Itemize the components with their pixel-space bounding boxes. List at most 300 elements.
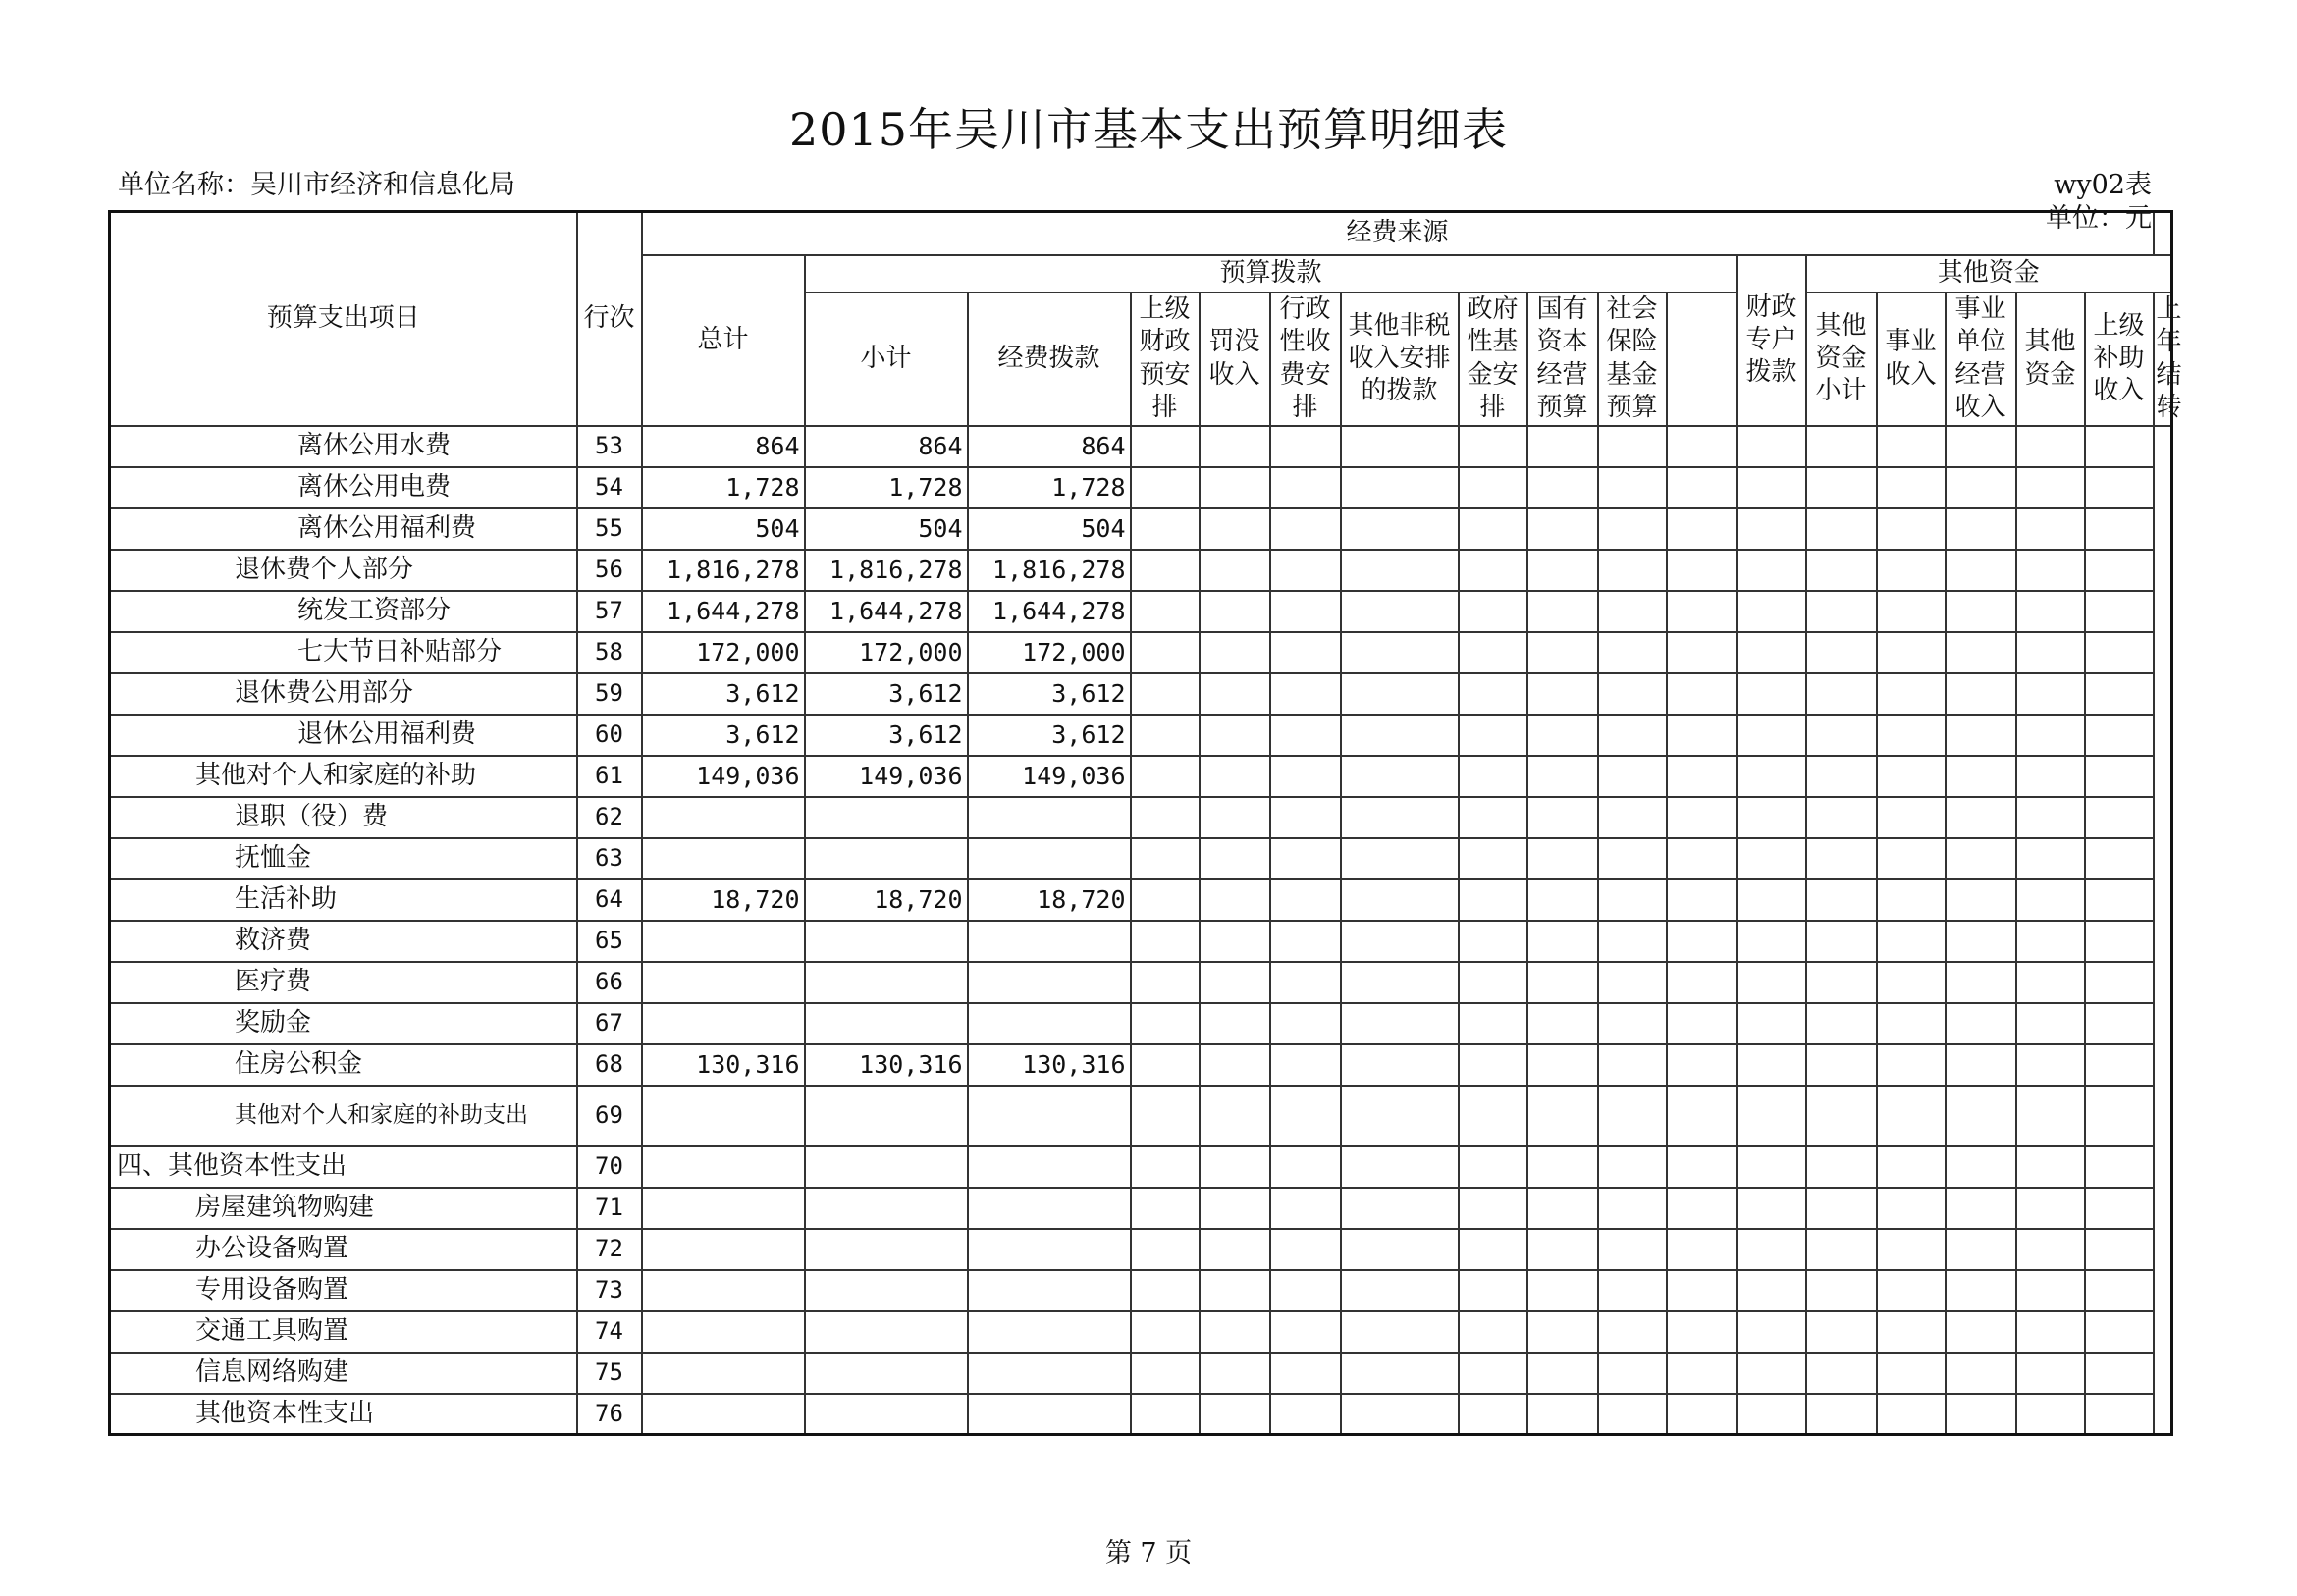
empty-cell bbox=[2085, 1311, 2154, 1353]
empty-cell bbox=[1667, 1086, 1737, 1146]
empty-cell bbox=[1341, 715, 1459, 756]
row-subtotal bbox=[805, 1188, 968, 1229]
row-funds-appropriation: 18,720 bbox=[968, 879, 1131, 921]
empty-cell bbox=[1806, 797, 1877, 838]
empty-cell bbox=[1200, 756, 1270, 797]
empty-cell bbox=[1341, 1003, 1459, 1044]
empty-cell bbox=[1598, 1311, 1667, 1353]
header-carryover: 上年结转 bbox=[2154, 293, 2172, 426]
empty-cell bbox=[1598, 1044, 1667, 1086]
empty-cell bbox=[1946, 467, 2016, 508]
empty-cell bbox=[2016, 715, 2085, 756]
empty-cell bbox=[1667, 1311, 1737, 1353]
table-row bbox=[110, 467, 2172, 508]
empty-cell bbox=[1459, 797, 1527, 838]
empty-cell bbox=[2085, 715, 2154, 756]
empty-cell bbox=[1459, 1229, 1527, 1270]
table-row bbox=[110, 1270, 2172, 1311]
row-funds-appropriation: 1,644,278 bbox=[968, 591, 1131, 632]
empty-cell bbox=[1341, 879, 1459, 921]
empty-cell bbox=[1877, 756, 1946, 797]
empty-cell bbox=[1877, 426, 1946, 467]
table-row bbox=[110, 879, 2172, 921]
empty-cell bbox=[1877, 879, 1946, 921]
row-subtotal: 504 bbox=[805, 508, 968, 550]
empty-cell bbox=[1527, 962, 1598, 1003]
row-funds-appropriation: 3,612 bbox=[968, 715, 1131, 756]
empty-cell bbox=[1877, 1086, 1946, 1146]
row-subtotal bbox=[805, 1311, 968, 1353]
empty-cell bbox=[1459, 962, 1527, 1003]
empty-cell bbox=[1946, 715, 2016, 756]
row-item-name: 房屋建筑物购建 bbox=[110, 1188, 577, 1229]
row-number: 74 bbox=[577, 1311, 642, 1353]
empty-cell bbox=[1131, 797, 1200, 838]
empty-cell bbox=[1667, 550, 1737, 591]
empty-cell bbox=[1806, 467, 1877, 508]
row-total: 149,036 bbox=[642, 756, 805, 797]
header-fines: 罚没收入 bbox=[1200, 293, 1270, 426]
header-funds-appropriation: 经费拨款 bbox=[968, 293, 1131, 426]
empty-cell bbox=[1270, 838, 1341, 879]
table-row bbox=[110, 1086, 2172, 1146]
empty-cell bbox=[1459, 550, 1527, 591]
table-row bbox=[110, 1044, 2172, 1086]
row-number: 69 bbox=[577, 1086, 642, 1146]
budget-table bbox=[108, 210, 2182, 1436]
table-row bbox=[110, 426, 2172, 467]
row-number: 60 bbox=[577, 715, 642, 756]
row-subtotal: 3,612 bbox=[805, 715, 968, 756]
empty-cell bbox=[1806, 756, 1877, 797]
empty-cell bbox=[2085, 1003, 2154, 1044]
empty-cell bbox=[1270, 467, 1341, 508]
row-funds-appropriation bbox=[968, 1086, 1131, 1146]
empty-cell bbox=[1806, 1394, 1877, 1435]
row-subtotal bbox=[805, 1353, 968, 1394]
empty-cell bbox=[1946, 673, 2016, 715]
empty-cell bbox=[1598, 508, 1667, 550]
row-subtotal bbox=[805, 1086, 968, 1146]
empty-cell bbox=[1806, 962, 1877, 1003]
header-business-income: 事业收入 bbox=[1877, 293, 1946, 426]
empty-cell bbox=[1737, 467, 1806, 508]
row-number: 64 bbox=[577, 879, 642, 921]
row-item-name: 交通工具购置 bbox=[110, 1311, 577, 1353]
empty-cell bbox=[1459, 467, 1527, 508]
empty-cell bbox=[1200, 1188, 1270, 1229]
empty-cell bbox=[1877, 1229, 1946, 1270]
row-funds-appropriation: 864 bbox=[968, 426, 1131, 467]
row-item-name: 七大节日补贴部分 bbox=[110, 632, 577, 673]
empty-cell bbox=[1459, 921, 1527, 962]
empty-cell bbox=[2016, 1270, 2085, 1311]
header-state-capital: 国有资本经营预算 bbox=[1527, 293, 1598, 426]
empty-cell bbox=[1270, 962, 1341, 1003]
empty-cell bbox=[1341, 756, 1459, 797]
empty-cell bbox=[2085, 838, 2154, 879]
empty-cell bbox=[1270, 921, 1341, 962]
row-item-name: 救济费 bbox=[110, 921, 577, 962]
row-subtotal: 172,000 bbox=[805, 632, 968, 673]
row-number: 55 bbox=[577, 508, 642, 550]
empty-cell bbox=[1200, 879, 1270, 921]
empty-cell bbox=[1131, 1086, 1200, 1146]
empty-cell bbox=[1270, 508, 1341, 550]
empty-cell bbox=[1598, 1270, 1667, 1311]
row-funds-appropriation bbox=[968, 1188, 1131, 1229]
table-row bbox=[110, 1229, 2172, 1270]
header-upper-finance: 上级财政预安排 bbox=[1131, 293, 1200, 426]
empty-cell bbox=[1877, 1270, 1946, 1311]
row-funds-appropriation bbox=[968, 1003, 1131, 1044]
empty-cell bbox=[1341, 1229, 1459, 1270]
table-row bbox=[110, 1003, 2172, 1044]
empty-cell bbox=[1598, 715, 1667, 756]
empty-cell bbox=[1946, 1146, 2016, 1188]
empty-cell bbox=[1131, 1044, 1200, 1086]
empty-cell bbox=[1806, 1270, 1877, 1311]
empty-cell bbox=[1806, 426, 1877, 467]
empty-cell bbox=[2016, 508, 2085, 550]
empty-cell bbox=[1877, 1146, 1946, 1188]
empty-cell bbox=[2085, 591, 2154, 632]
row-item-name: 奖励金 bbox=[110, 1003, 577, 1044]
row-number: 56 bbox=[577, 550, 642, 591]
row-funds-appropriation: 504 bbox=[968, 508, 1131, 550]
empty-cell bbox=[1946, 756, 2016, 797]
empty-cell bbox=[1737, 426, 1806, 467]
table-row bbox=[110, 756, 2172, 797]
empty-cell bbox=[1598, 467, 1667, 508]
empty-cell bbox=[1527, 921, 1598, 962]
empty-cell bbox=[1667, 508, 1737, 550]
empty-cell bbox=[1131, 1311, 1200, 1353]
table-row bbox=[110, 550, 2172, 591]
empty-cell bbox=[1598, 673, 1667, 715]
header-total: 总计 bbox=[642, 255, 805, 426]
row-funds-appropriation bbox=[968, 921, 1131, 962]
row-funds-appropriation bbox=[968, 838, 1131, 879]
empty-cell bbox=[1200, 426, 1270, 467]
empty-cell bbox=[2085, 1229, 2154, 1270]
row-number: 53 bbox=[577, 426, 642, 467]
empty-cell bbox=[1459, 1086, 1527, 1146]
empty-cell bbox=[1527, 1311, 1598, 1353]
empty-cell bbox=[1598, 1086, 1667, 1146]
empty-cell bbox=[1459, 838, 1527, 879]
empty-cell bbox=[1877, 1353, 1946, 1394]
empty-cell bbox=[1806, 1146, 1877, 1188]
row-item-name: 离休公用水费 bbox=[110, 426, 577, 467]
header-budget-appropriation: 预算拨款 bbox=[805, 255, 1737, 293]
empty-cell bbox=[2016, 1003, 2085, 1044]
empty-cell bbox=[1667, 962, 1737, 1003]
empty-cell bbox=[1200, 962, 1270, 1003]
row-item-name: 退休费公用部分 bbox=[110, 673, 577, 715]
empty-cell bbox=[1737, 962, 1806, 1003]
empty-cell bbox=[2016, 591, 2085, 632]
empty-cell bbox=[1341, 508, 1459, 550]
empty-cell bbox=[1667, 797, 1737, 838]
empty-cell bbox=[1270, 1394, 1341, 1435]
header-reserved bbox=[1667, 293, 1737, 426]
empty-cell bbox=[1200, 550, 1270, 591]
row-number: 57 bbox=[577, 591, 642, 632]
row-subtotal: 18,720 bbox=[805, 879, 968, 921]
row-number: 76 bbox=[577, 1394, 642, 1435]
empty-cell bbox=[1131, 921, 1200, 962]
empty-cell bbox=[1459, 426, 1527, 467]
row-item-name: 专用设备购置 bbox=[110, 1270, 577, 1311]
empty-cell bbox=[2085, 550, 2154, 591]
empty-cell bbox=[1459, 879, 1527, 921]
empty-cell bbox=[1270, 1188, 1341, 1229]
row-item-name: 抚恤金 bbox=[110, 838, 577, 879]
empty-cell bbox=[2085, 1188, 2154, 1229]
empty-cell bbox=[1737, 1270, 1806, 1311]
empty-cell bbox=[1527, 715, 1598, 756]
empty-cell bbox=[1270, 715, 1341, 756]
empty-cell bbox=[1667, 838, 1737, 879]
empty-cell bbox=[1270, 1353, 1341, 1394]
empty-cell bbox=[1459, 1044, 1527, 1086]
empty-cell bbox=[1341, 962, 1459, 1003]
table-row bbox=[110, 962, 2172, 1003]
empty-cell bbox=[1131, 1003, 1200, 1044]
empty-cell bbox=[1946, 508, 2016, 550]
row-total: 1,644,278 bbox=[642, 591, 805, 632]
row-subtotal: 3,612 bbox=[805, 673, 968, 715]
row-number: 63 bbox=[577, 838, 642, 879]
header-social-insurance: 社会保险基金预算 bbox=[1598, 293, 1667, 426]
row-item-name: 统发工资部分 bbox=[110, 591, 577, 632]
empty-cell bbox=[1598, 1353, 1667, 1394]
row-subtotal: 1,728 bbox=[805, 467, 968, 508]
row-subtotal: 149,036 bbox=[805, 756, 968, 797]
empty-cell bbox=[1200, 1146, 1270, 1188]
empty-cell bbox=[1667, 1270, 1737, 1311]
row-item-name: 离休公用电费 bbox=[110, 467, 577, 508]
empty-cell bbox=[1667, 591, 1737, 632]
empty-cell bbox=[1737, 1188, 1806, 1229]
empty-cell bbox=[1737, 550, 1806, 591]
empty-cell bbox=[1946, 797, 2016, 838]
empty-cell bbox=[1200, 1270, 1270, 1311]
row-number: 75 bbox=[577, 1353, 642, 1394]
empty-cell bbox=[1806, 1311, 1877, 1353]
empty-cell bbox=[1877, 508, 1946, 550]
row-item-name: 生活补助 bbox=[110, 879, 577, 921]
empty-cell bbox=[1341, 467, 1459, 508]
empty-cell bbox=[1527, 1353, 1598, 1394]
table-row bbox=[110, 1311, 2172, 1353]
empty-cell bbox=[2016, 838, 2085, 879]
table-body bbox=[110, 426, 2172, 1435]
empty-cell bbox=[2016, 797, 2085, 838]
row-subtotal: 1,644,278 bbox=[805, 591, 968, 632]
empty-cell bbox=[1806, 1044, 1877, 1086]
row-funds-appropriation bbox=[968, 1394, 1131, 1435]
row-subtotal bbox=[805, 1394, 968, 1435]
empty-cell bbox=[1341, 1311, 1459, 1353]
empty-cell bbox=[1131, 1229, 1200, 1270]
empty-cell bbox=[1459, 715, 1527, 756]
row-number: 72 bbox=[577, 1229, 642, 1270]
empty-cell bbox=[1877, 673, 1946, 715]
row-total bbox=[642, 1229, 805, 1270]
empty-cell bbox=[1341, 426, 1459, 467]
empty-cell bbox=[1806, 1086, 1877, 1146]
empty-cell bbox=[1737, 756, 1806, 797]
empty-cell bbox=[1200, 1044, 1270, 1086]
row-item-name: 退休公用福利费 bbox=[110, 715, 577, 756]
empty-cell bbox=[1946, 1270, 2016, 1311]
empty-cell bbox=[1527, 797, 1598, 838]
empty-cell bbox=[1806, 1003, 1877, 1044]
row-subtotal: 130,316 bbox=[805, 1044, 968, 1086]
empty-cell bbox=[1806, 879, 1877, 921]
header-special-transfer: 财政专户拨款 bbox=[1737, 255, 1806, 426]
empty-cell bbox=[2016, 921, 2085, 962]
empty-cell bbox=[1737, 1229, 1806, 1270]
empty-cell bbox=[1459, 673, 1527, 715]
empty-cell bbox=[1131, 1353, 1200, 1394]
row-total bbox=[642, 1086, 805, 1146]
empty-cell bbox=[2085, 1353, 2154, 1394]
row-item-name: 办公设备购置 bbox=[110, 1229, 577, 1270]
header-operating-income: 事业单位经营收入 bbox=[1946, 293, 2016, 426]
empty-cell bbox=[1200, 1311, 1270, 1353]
row-total bbox=[642, 797, 805, 838]
empty-cell bbox=[2016, 879, 2085, 921]
row-number: 68 bbox=[577, 1044, 642, 1086]
empty-cell bbox=[1527, 508, 1598, 550]
empty-cell bbox=[1737, 1353, 1806, 1394]
empty-cell bbox=[1806, 921, 1877, 962]
empty-cell bbox=[1598, 962, 1667, 1003]
empty-cell bbox=[1946, 1188, 2016, 1229]
row-number: 59 bbox=[577, 673, 642, 715]
empty-cell bbox=[2016, 673, 2085, 715]
empty-cell bbox=[1131, 756, 1200, 797]
empty-cell bbox=[1270, 550, 1341, 591]
empty-cell bbox=[1341, 550, 1459, 591]
row-funds-appropriation: 149,036 bbox=[968, 756, 1131, 797]
empty-cell bbox=[2016, 1188, 2085, 1229]
empty-cell bbox=[1667, 879, 1737, 921]
empty-cell bbox=[1527, 591, 1598, 632]
empty-cell bbox=[1737, 591, 1806, 632]
row-number: 62 bbox=[577, 797, 642, 838]
empty-cell bbox=[1737, 715, 1806, 756]
empty-cell bbox=[1946, 1394, 2016, 1435]
empty-cell bbox=[1877, 715, 1946, 756]
empty-cell bbox=[1527, 1044, 1598, 1086]
empty-cell bbox=[1200, 591, 1270, 632]
empty-cell bbox=[1877, 921, 1946, 962]
empty-cell bbox=[1737, 797, 1806, 838]
empty-cell bbox=[1806, 673, 1877, 715]
empty-cell bbox=[1341, 673, 1459, 715]
row-total bbox=[642, 1311, 805, 1353]
empty-cell bbox=[1131, 1188, 1200, 1229]
empty-cell bbox=[1200, 508, 1270, 550]
empty-cell bbox=[1877, 1044, 1946, 1086]
page-number: 第 7 页 bbox=[1104, 1538, 1193, 1569]
row-total: 18,720 bbox=[642, 879, 805, 921]
empty-cell bbox=[1131, 1270, 1200, 1311]
empty-cell bbox=[1877, 1003, 1946, 1044]
empty-cell bbox=[1200, 1353, 1270, 1394]
row-number: 71 bbox=[577, 1188, 642, 1229]
empty-cell bbox=[1737, 673, 1806, 715]
empty-cell bbox=[1946, 1311, 2016, 1353]
empty-cell bbox=[1946, 879, 2016, 921]
empty-cell bbox=[1946, 426, 2016, 467]
row-total bbox=[642, 1394, 805, 1435]
row-subtotal: 864 bbox=[805, 426, 968, 467]
row-number: 61 bbox=[577, 756, 642, 797]
empty-cell bbox=[1946, 632, 2016, 673]
row-total: 3,612 bbox=[642, 715, 805, 756]
empty-cell bbox=[1459, 1146, 1527, 1188]
empty-cell bbox=[1341, 632, 1459, 673]
table-row bbox=[110, 508, 2172, 550]
empty-cell bbox=[1946, 550, 2016, 591]
row-funds-appropriation: 1,816,278 bbox=[968, 550, 1131, 591]
empty-cell bbox=[1131, 962, 1200, 1003]
empty-cell bbox=[1270, 1270, 1341, 1311]
empty-cell bbox=[1667, 467, 1737, 508]
empty-cell bbox=[1527, 1229, 1598, 1270]
empty-cell bbox=[2085, 756, 2154, 797]
form-code: wy02表 bbox=[2054, 170, 2152, 200]
empty-cell bbox=[1200, 921, 1270, 962]
empty-cell bbox=[1131, 715, 1200, 756]
row-funds-appropriation bbox=[968, 1353, 1131, 1394]
header-upper-subsidy: 上级补助收入 bbox=[2085, 293, 2154, 426]
empty-cell bbox=[1806, 1188, 1877, 1229]
empty-cell bbox=[1667, 426, 1737, 467]
empty-cell bbox=[1131, 426, 1200, 467]
empty-cell bbox=[1737, 1086, 1806, 1146]
row-subtotal bbox=[805, 1146, 968, 1188]
empty-cell bbox=[1598, 838, 1667, 879]
header-item: 预算支出项日 bbox=[110, 212, 577, 426]
empty-cell bbox=[1806, 550, 1877, 591]
empty-cell bbox=[1667, 673, 1737, 715]
empty-cell bbox=[1598, 921, 1667, 962]
empty-cell bbox=[1737, 508, 1806, 550]
row-subtotal bbox=[805, 1270, 968, 1311]
empty-cell bbox=[1667, 921, 1737, 962]
row-item-name: 其他资本性支出 bbox=[110, 1394, 577, 1435]
empty-cell bbox=[1877, 962, 1946, 1003]
row-total bbox=[642, 921, 805, 962]
header-gov-fund: 政府性基金安排 bbox=[1459, 293, 1527, 426]
empty-cell bbox=[1270, 1086, 1341, 1146]
empty-cell bbox=[1877, 797, 1946, 838]
empty-cell bbox=[1341, 1086, 1459, 1146]
row-funds-appropriation bbox=[968, 1311, 1131, 1353]
row-subtotal bbox=[805, 838, 968, 879]
row-total: 3,612 bbox=[642, 673, 805, 715]
empty-cell bbox=[1598, 1188, 1667, 1229]
empty-cell bbox=[1270, 673, 1341, 715]
empty-cell bbox=[1270, 1003, 1341, 1044]
empty-cell bbox=[1527, 1270, 1598, 1311]
